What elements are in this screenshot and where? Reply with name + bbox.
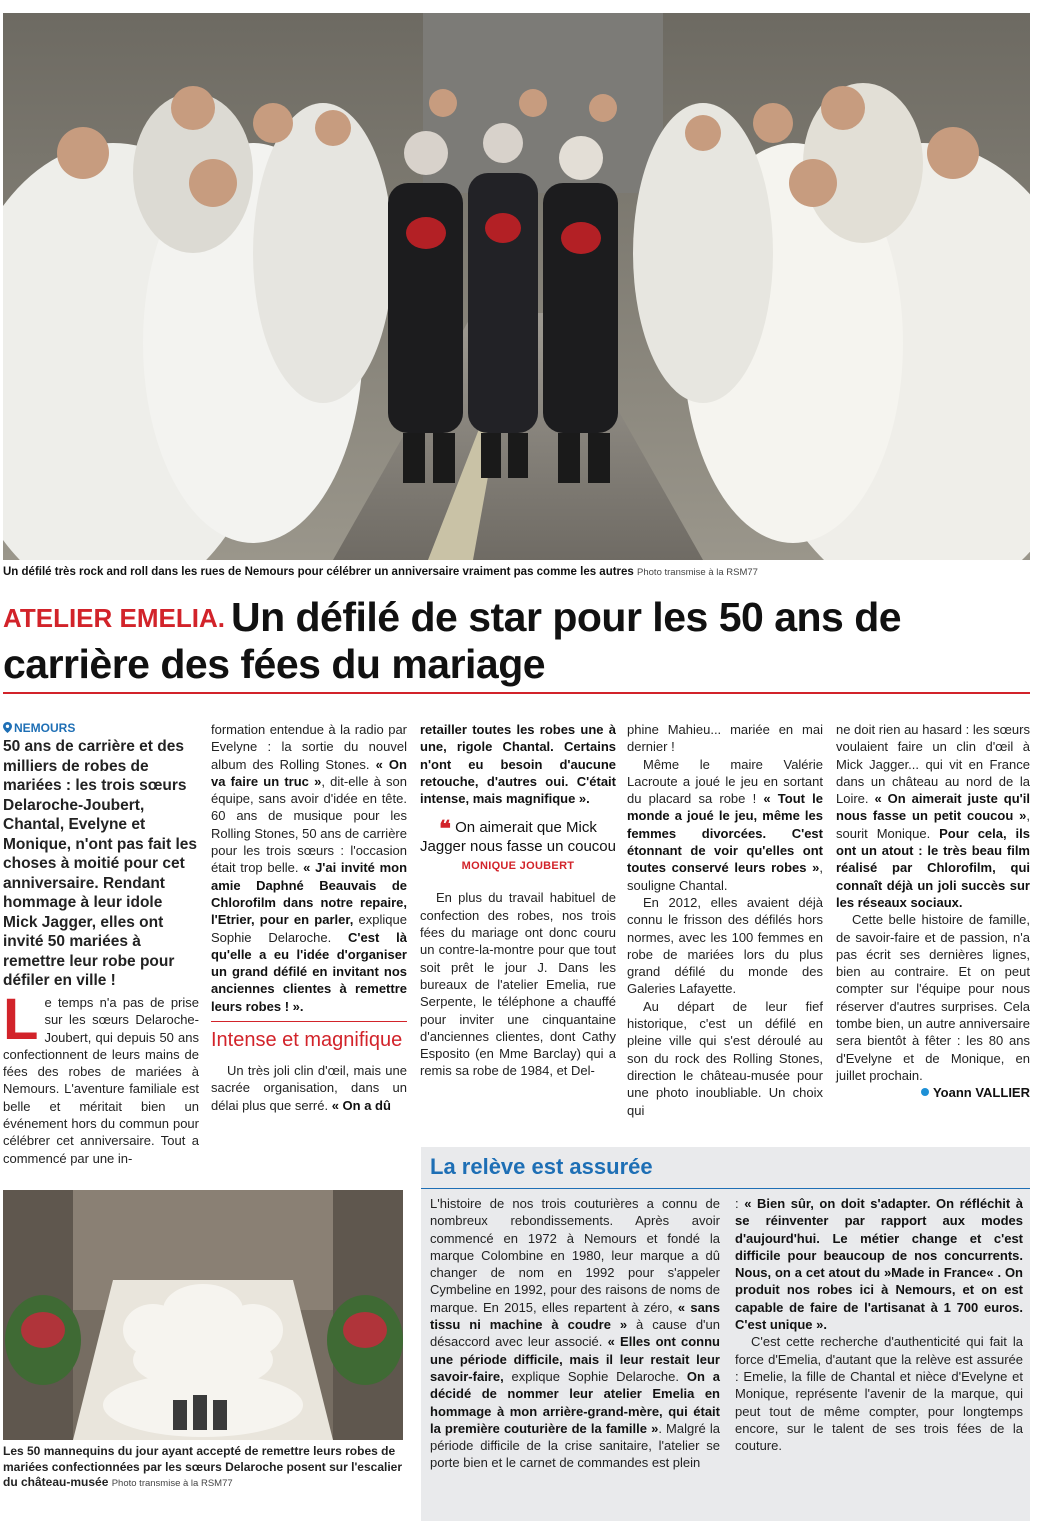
pull-quote-text: On aimerait que Mick Jagger nous fasse un coucou: [420, 819, 616, 856]
col5-bold: Pour cela, ils ont un atout : le très beau film réalisé par Chlorofilm, qui connaît déjà un joli succès sur les réseaux sociaux.: [836, 825, 1030, 910]
col2-text: formation entendue à la radio par Evelyne : la sortie du nouvel album des Rolling Stones.: [211, 722, 407, 772]
col4-quote: « Tout le monde a joué le jeu, même les femmes divorcées. C'est étonnant de voir qu'elles ont toutes conservé leurs robes »: [627, 791, 823, 876]
sidebar-text: L'histoire de nos trois couturières a connu de nombreux rebondissements. Après avoir commencé en 1972 à Nemours et fondé la marque Colombine en 1980, leur marque a dû changer de nom en 1992 pour s'appeler Cymbeline en 1992, pour des raisons de noms de marque. En 2015, elles repartent à zéro,: [430, 1196, 720, 1315]
column-2: [211, 721, 407, 1114]
bullet-icon: [921, 1088, 929, 1096]
col2-text: explique Sophie Delaroche.: [211, 912, 407, 945]
col2-quote: « On a dû: [331, 1097, 391, 1113]
col4-text: Même le maire Valérie Lacroute a joué le jeu en sortant du placard sa robe !: [627, 756, 823, 807]
column-1: [3, 987, 199, 1167]
headline: [3, 594, 1038, 687]
wedding-parade-illustration: [3, 13, 1030, 560]
intertitle-rule: [211, 1021, 407, 1022]
col2-quote: « On va faire un truc »: [211, 756, 407, 789]
column-5: [836, 721, 1030, 1102]
col2-quote: C'est là qu'elle a eu l'idée d'organiser un grand défilé en invitant nos anciennes clientes à remettre leurs robes ! ».: [211, 929, 407, 1014]
main-photo-caption: [3, 565, 1030, 580]
sidebar-text: . Malgré la période difficile de la crise sanitaire, l'atelier se porte bien et le carnet de commandes est plein: [430, 1420, 720, 1471]
main-photo: [3, 13, 1030, 560]
sidebar-text: à cause d'un désaccord avec leur associé.: [430, 1317, 720, 1350]
col5-text: ne doit rien au hasard : les sœurs voulaient faire un clin d'œil à Mick Jagger... qui vit en France dans un château au nord de la Loire.: [836, 722, 1030, 807]
col2-text: Un très joli clin d'œil, mais une sacrée organisation, dans un délai plus que serré.: [211, 1063, 407, 1113]
sidebar-text: C'est cette recherche d'authenticité qui fait la force d'Emelia, d'autant que la relève est assurée : Emelie, la fille de Chantal et nièce d'Evelyne et Monique, représente l'avenir de la marque, qui peut tout de même compter, pour longtemps encore, sur le talent de ses trois fées de la couture.: [735, 1334, 1023, 1454]
col3-quote: retailler toutes les robes une à une, rigole Chantal. Certains n'ont eu besoin d'aucune retouche, d'autres oui. C'était intense, mais magnifique ».: [420, 722, 616, 807]
col4-text: phine Mahieu... mariée en mai dernier !: [627, 722, 823, 755]
kicker: ATELIER EMELIA.: [3, 603, 225, 633]
col5-text: Cette belle histoire de famille, de savoir-faire et de passion, n'a pas écrit ses dernières lignes, bien au contraire. Et on peut compter sur l'équipe pour nous réserver d'autres surprises. Cela tombe bien, un autre anniversaire sera bientôt à fêter : les 80 ans d'Evelyne et de Monique, en juillet prochain.: [836, 912, 1030, 1083]
column-3: [420, 721, 616, 1080]
headline-title: Un défilé de star pour les 50 ans de carrière des fées du mariage: [3, 594, 902, 687]
caption-text: Un défilé très rock and roll dans les rues de Nemours pour célébrer un anniversaire vraiment pas comme les autres: [3, 566, 634, 578]
headline-rule: [3, 692, 1030, 694]
group-photo: [3, 1190, 403, 1440]
column-4: [627, 721, 823, 1119]
intertitle: Intense et magnifique: [211, 1029, 403, 1052]
author-name: Yoann VALLIER: [932, 1085, 1030, 1101]
pull-quote: [420, 816, 616, 875]
sidebar-column-2: [735, 1195, 1023, 1454]
drop-cap: L: [3, 987, 39, 1052]
location-tag: [3, 721, 75, 735]
col5-quote: « On aimerait juste qu'il nous fasse un petit coucou »: [836, 791, 1030, 824]
sidebar-quote: « Elles ont connu une période difficile, mais il leur restait leur savoir-faire,: [430, 1334, 720, 1384]
sidebar-rule: [421, 1188, 1030, 1189]
col1-text: e temps n'a pas de prise sur les sœurs Delaroche-Joubert, qui depuis 50 ans confectionnent de leurs mains de fées des robes de mariées à Nemours. L'aventure familiale est belle et méritait bien un événement hors du commun pour célébrer cet anniversaire. Tout a commencé par une in-: [3, 995, 199, 1166]
pull-quote-author: MONIQUE JOUBERT: [461, 860, 575, 873]
sidebar-title: La relève est assurée: [430, 1154, 653, 1179]
signature: [836, 1084, 1030, 1101]
sidebar-quote: On a décidé de nommer leur atelier Emelia en hommage à mon arrière-grand-mère, qui était la première couturière de la famille »: [430, 1368, 720, 1436]
photo-credit: Photo transmise à la RSM77: [637, 567, 758, 578]
col5-text: , sourit Monique.: [836, 808, 1030, 841]
col2-text: , dit-elle à son équipe, sans avoir d'idée en tête. 60 ans de musique pour les Rolling Stones, 50 ans de carrière pour les trois sœurs : l'occasion était trop belle.: [211, 773, 407, 876]
col4-text: Au départ de leur fief historique, c'est un défilé en pleine ville qui s'est déroulé au son du rock des Rolling Stones, direction le château-musée pour une photo inoubliable. Un choix qui: [627, 998, 823, 1118]
sidebar-quote: « Bien sûr, on doit s'adapter. On réfléchit à se réinventer par rapport aux modes d'aujourd'hui. Le métier change et c'est difficile pour beaucoup de nos concurrents. Nous, on a cet atout du »Made in France« . On produit nos robes ici à Nemours, et on est capable de faire de l'artisanat à 1 700 euros. C'est unique ».: [735, 1196, 1023, 1333]
photo-credit: Photo transmise à la RSM77: [111, 1478, 233, 1489]
castle-stairs-illustration: [3, 1190, 403, 1440]
sidebar-text: :: [735, 1196, 745, 1211]
location-label: NEMOURS: [14, 721, 76, 735]
sidebar-quote: « sans tissu ni machine à coudre »: [430, 1299, 720, 1333]
sidebar-column-1: [430, 1195, 720, 1472]
chapo: 50 ans de carrière et des milliers de robes de mariées : les trois sœurs Delaroche-Joubert, Chantal, Evelyne et Monique, n'ont pas fait les choses à moitié pour cet anniversaire. Rendant hommage à leur idole Mick Jagger, elles ont invité 50 mariées à remettre leur robe pour défiler en ville !: [3, 738, 197, 989]
quote-icon: ❝: [439, 816, 451, 842]
group-photo-caption: [3, 1444, 408, 1492]
col4-text: En 2012, elles avaient déjà connu le frisson des défilés hors normes, avec les 100 femmes en robe de mariées lors du plus grand défilé du monde des Galeries Lafayette.: [627, 894, 823, 997]
map-pin-icon: [3, 722, 12, 733]
col3-text: En plus du travail habituel de confection des robes, nos trois fées du mariage ont donc couru un contre-la-montre pour que tout soit prêt le jour J. Dans les bureaux de l'atelier Emelia, rue Serpente, le téléphone a chauffé pour inviter une cinquantaine d'anciennes clientes, dont Cathy Esposito (en Mme Barclay) qui a remis sa robe de 1984, et Del-: [420, 890, 616, 1079]
sidebar-text: explique Sophie Delaroche.: [503, 1368, 687, 1384]
col2-quote: « J'ai invité mon amie Daphné Beauvais de Chlorofilm dans notre repaire, l'Etrier, pour en parler,: [211, 860, 408, 928]
caption-text: Les 50 mannequins du jour ayant accepté de remettre leurs robes de mariées confectionnées par les sœurs Delaroche posent sur l'escalier du château-musée: [3, 1444, 403, 1489]
col4-text: , souligne Chantal.: [627, 860, 823, 893]
